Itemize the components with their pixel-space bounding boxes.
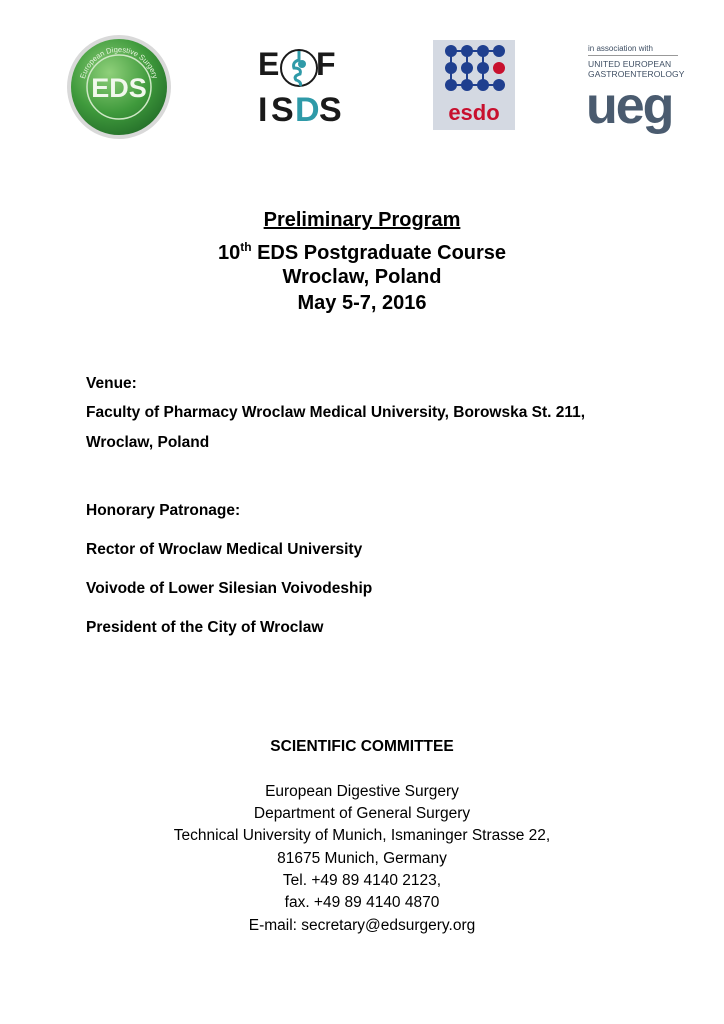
efisds-letter-i: I: [258, 91, 268, 129]
efisds-letter-f: F: [316, 46, 336, 82]
venue-label: Venue:: [86, 375, 137, 392]
esdo-logo: [433, 40, 515, 130]
eds-ring-text: European Digestive Surgery: [78, 44, 160, 80]
committee-line: Department of General Surgery: [253, 805, 471, 822]
efisds-logo: [254, 46, 344, 134]
patronage-item: President of the City of Wroclaw: [86, 619, 324, 636]
course-title: [0, 242, 724, 265]
ueg-logo: [588, 44, 688, 136]
esdo-dot-grid-icon: [443, 44, 507, 98]
digestive-tract-emblem-icon: [280, 46, 318, 96]
committee-line: Technical University of Munich, Ismaninger Strasse 22,: [173, 827, 551, 844]
ueg-name-line2: GASTROENTEROLOGY: [588, 69, 685, 79]
esdo-logo-text: esdo: [448, 100, 500, 125]
efisds-letter-s1: S: [271, 91, 294, 129]
course-location: Wroclaw, Poland: [282, 266, 442, 288]
eds-logo-text: EDS: [91, 73, 147, 103]
ueg-association-text: in association with: [588, 44, 653, 53]
committee-phone: Tel. +49 89 4140 2123,: [282, 872, 442, 889]
patronage-label: Honorary Patronage:: [86, 502, 241, 519]
committee-line: European Digestive Surgery: [265, 783, 459, 800]
committee-email: E-mail: secretary@edsurgery.org: [248, 917, 476, 934]
committee-heading: SCIENTIFIC COMMITTEE: [270, 738, 454, 755]
patronage-item: Voivode of Lower Silesian Voivodeship: [86, 580, 373, 597]
committee-fax: fax. +49 89 4140 4870: [284, 894, 440, 911]
efisds-letter-e: E: [258, 46, 280, 82]
ueg-divider: [588, 55, 678, 56]
course-number: 10: [217, 242, 241, 264]
eds-logo: [66, 34, 172, 140]
course-dates: May 5-7, 2016: [297, 292, 427, 314]
course-number-suffix: th: [240, 240, 252, 254]
venue-address-line1: Faculty of Pharmacy Wroclaw Medical University, Borowska St. 211,: [86, 404, 586, 421]
patronage-item: Rector of Wroclaw Medical University: [86, 541, 363, 558]
venue-address-line2: Wroclaw, Poland: [86, 434, 210, 451]
page-title: Preliminary Program: [263, 209, 461, 231]
committee-line: 81675 Munich, Germany: [277, 850, 447, 867]
ueg-wordmark: ueg: [586, 77, 673, 135]
course-name: EDS Postgraduate Course: [251, 242, 507, 264]
ueg-name-line1: UNITED EUROPEAN: [588, 59, 672, 69]
efisds-letter-d: D: [295, 91, 320, 129]
efisds-letter-s2: S: [319, 91, 342, 129]
